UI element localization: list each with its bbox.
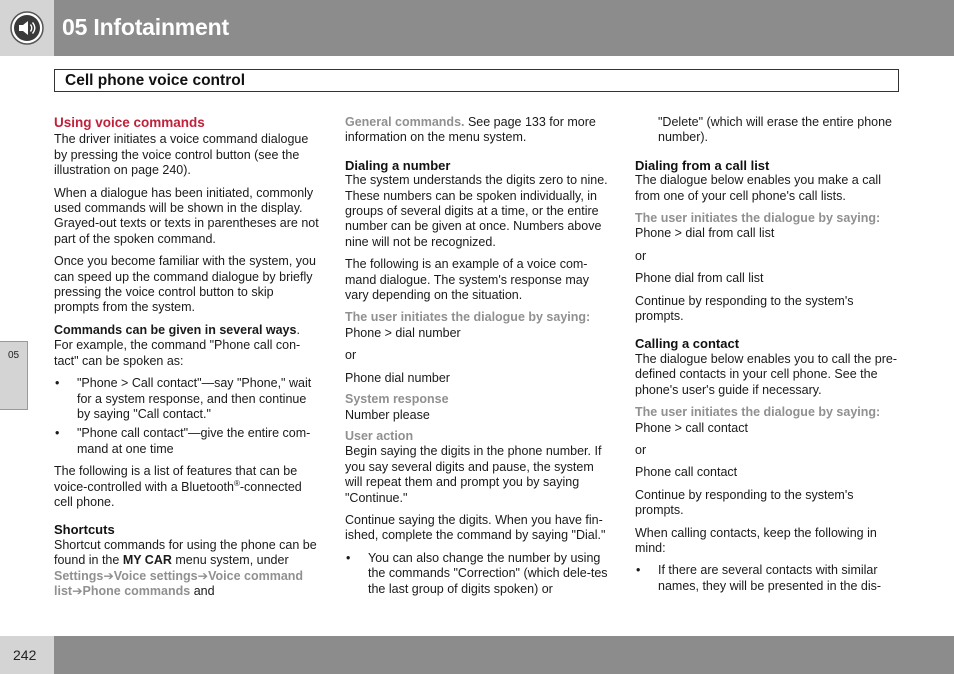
list-item: • You can also change the number by using the commands "Correction" (which dele-tes the last group of digits spoken) or — [345, 551, 611, 597]
user-saying-label: The user initiates the dialogue by saying: — [345, 310, 591, 325]
arrow-right-icon: ➔ — [197, 568, 209, 583]
command-text: Phone dial number — [345, 370, 450, 385]
or-text: or — [345, 348, 357, 363]
command-text: Phone > dial from call list — [635, 226, 775, 241]
text: . For example, the command "Phone call con-tact" can be spoken as: — [54, 322, 301, 368]
paragraph: The driver initiates a voice command dialogue by pressing the voice control button (see the illustration on page 240). — [54, 132, 309, 178]
paragraph: The dialogue below enables you to call the pre-defined contacts in your cell phone. See the phone's user's guide if necessary. — [635, 351, 897, 397]
menu-path-phone-commands: Phone commands — [82, 583, 191, 598]
list-item-continuation: "Delete" (which will erase the entire phone number). — [658, 115, 892, 145]
paragraph: The dialogue below enables you make a call from one of your cell phone's call lists. — [635, 173, 881, 203]
column-3 — [635, 115, 903, 601]
or-text: or — [635, 442, 647, 457]
paragraph: When a dialogue has been initiated, commonly used commands will be shown in the display. Grayed-out texts or texts in parentheses are not part of the spoken command. — [54, 185, 319, 246]
text: The following is a list of features that can be voice-controlled with a Bluetooth — [54, 464, 298, 494]
arrow-right-icon: ➔ — [103, 568, 114, 583]
general-commands-label: General commands. — [345, 115, 465, 129]
paragraph — [54, 464, 320, 510]
speaker-icon — [10, 11, 44, 45]
page-number: 242 — [13, 647, 37, 663]
menu-path-voice-settings: Voice settings — [113, 568, 198, 583]
paragraph: Begin saying the digits in the phone number. If you say several digits and pause, the system will repeat them and prompt you by saying "Continue." — [345, 444, 602, 505]
command-text: Phone call contact — [635, 465, 738, 480]
heading-calling-a-contact: Calling a contact — [635, 336, 740, 352]
list-item: • If there are several contacts with similar names, they will be presented in the dis- — [635, 563, 903, 594]
command-text: Phone > dial number — [345, 325, 461, 340]
bullet-list — [54, 376, 320, 457]
paragraph: Continue by responding to the system's prompts. — [635, 487, 854, 518]
user-saying-label: The user initiates the dialogue by saying: — [635, 405, 881, 420]
or-text: or — [635, 248, 647, 263]
text: and — [190, 583, 215, 598]
footer-bar — [54, 636, 954, 674]
heading-dialing-a-number: Dialing a number — [345, 157, 451, 173]
user-saying-label: The user initiates the dialogue by saying: — [635, 211, 881, 226]
chapter-icon-box — [0, 0, 54, 56]
paragraph: Continue saying the digits. When you have fin-ished, complete the command by saying "Dial." — [345, 512, 606, 543]
chapter-title: 05 Infotainment — [62, 14, 229, 40]
text: -connected cell phone. — [54, 479, 302, 509]
paragraph — [54, 323, 320, 369]
footer-page-box — [0, 636, 54, 674]
user-action-label: User action — [345, 428, 414, 443]
bullet-list — [635, 563, 903, 594]
chapter-side-tab — [0, 341, 28, 410]
column-1 — [54, 115, 320, 606]
paragraph: When calling contacts, keep the following in mind: — [635, 525, 877, 555]
command-text: Phone dial from call list — [635, 271, 764, 286]
system-response-text: Number please — [345, 407, 430, 422]
paragraph: The system understands the digits zero to nine. These numbers can be spoken individually, in groups of several digits at a time, or the entire number can be given at once. Numbers above nine will not be recognized. — [345, 173, 608, 249]
heading-shortcuts: Shortcuts — [54, 522, 115, 538]
text: Shortcut commands for using the phone can be found in the — [54, 537, 317, 568]
paragraph: Once you become familiar with the system, you can speed up the command dialogue by briefly pressing the voice control button to skip prompts from the system. — [54, 254, 316, 315]
registered-mark: ® — [233, 478, 240, 488]
list-item: • "Phone call contact"—give the entire com-mand at one time — [54, 426, 320, 457]
system-response-label: System response — [345, 392, 449, 407]
menu-path-voice-command-list: Voice command list — [54, 568, 304, 598]
side-tab-label: 05 — [8, 350, 20, 361]
paragraph — [345, 115, 611, 146]
heading-dialing-from-call-list: Dialing from a call list — [635, 157, 770, 173]
paragraph: Continue by responding to the system's prompts. — [635, 293, 854, 324]
command-text: Phone > call contact — [635, 420, 748, 435]
section-title: Cell phone voice control — [65, 72, 245, 89]
section-title-box — [54, 69, 899, 92]
paragraph — [54, 538, 320, 600]
heading-using-voice-commands: Using voice commands — [54, 115, 205, 130]
menu-name: MY CAR — [122, 553, 172, 568]
menu-path-settings: Settings — [54, 568, 104, 583]
column-2 — [345, 115, 611, 604]
bullet-list — [345, 551, 611, 597]
paragraph: The following is an example of a voice com-mand dialogue. The system's response may vary depending on the situation. — [345, 257, 589, 303]
arrow-right-icon: ➔ — [72, 583, 83, 598]
text: menu system, under — [171, 553, 289, 568]
text: See page 133 for more information on the menu system. — [345, 115, 596, 145]
list-item: • "Phone > Call contact"—say "Phone," wait for a system response, and then continue by saying "Call contact." — [54, 376, 320, 422]
bold-phrase: Commands can be given in several ways — [54, 322, 297, 337]
